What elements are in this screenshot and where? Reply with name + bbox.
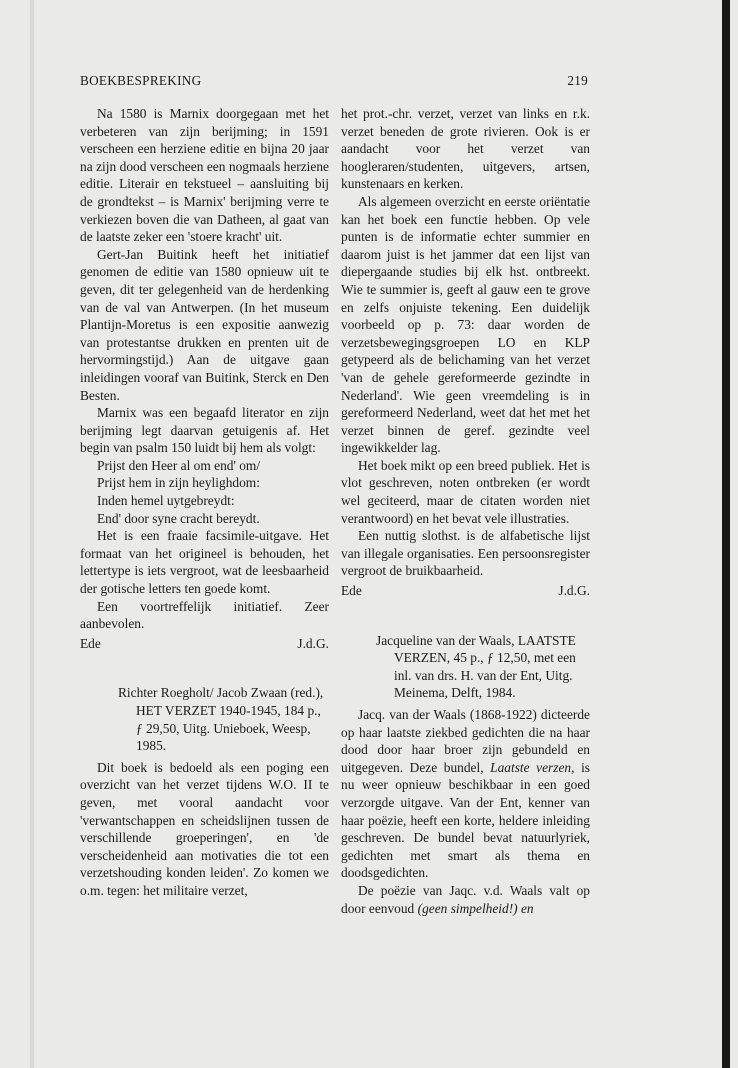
paragraph-text: Jacq. van der Waals (1868-1922) dicteerde op haar laatste ziekbed gedichten die na haar dood door haar broer zijn gebundeld en uitgegeven. Deze bundel, xyxy=(341,707,590,775)
poem-line: Inden hemel uytgebreydt: xyxy=(97,493,235,509)
paragraph: Het is een fraaie facsimile-uitgave. Het formaat van het origineel is behouden, het lettertype is iets vergroot, wat de leesbaarheid der gotische letters ten goede komt. xyxy=(80,528,329,597)
poem-line: Prijst hem in zijn heylighdom: xyxy=(97,475,260,491)
paragraph: Na 1580 is Marnix doorgegaan met het verbeteren van zijn berijming; in 1591 verscheen een herziene editie en bijna 20 jaar na zijn dood verscheen een nogmaals herziene editie. Literair en tekstueel – aansluiting bij de grondtekst – is Marnix' berijming verre te verkiezen boven die van Datheen, al gaat van de laatste zeker een 'stoere kracht' uit. xyxy=(80,106,329,245)
page-number: 219 xyxy=(567,73,588,88)
section-title: BOEKBESPREKING xyxy=(80,73,202,88)
paragraph: Gert-Jan Buitink heeft het initiatief genomen de editie van 1580 opnieuw uit te geven, dit ter gelegenheid van de herdenking van de val van Antwerpen. (In het museum Plantijn-Moretus is een expositie aanwezig van protestantse drukken en prenten uit de hervormingstijd.) Aan de uitgave gaan inleidingen vooraf van Buitink, Sterck en Den Besten. xyxy=(80,246,329,403)
poem-line: End' door syne cracht bereydt. xyxy=(97,510,260,526)
poem-quote xyxy=(97,457,329,527)
signature-place: Ede xyxy=(341,583,362,599)
paragraph xyxy=(341,882,590,917)
paragraph: Een nuttig slothst. is de alfabetische lijst van illegale organisaties. Een persoonsregister vergroot de bruikbaarheid. xyxy=(341,528,590,579)
paragraph: Als algemeen overzicht en eerste oriëntatie kan het boek een functie hebben. Op vele punten is de informatie echter summier en daarom juist is het jammer dat een lijst van diepergaande studies bij elk hst. ontbreekt. Wie te summier is, geeft al gauw een te grove en zelfs onjuiste tekening. Een duidelijk voorbeeld op p. 73: daar worden de verzetsbewegingsgroepen LO en KLP getypeerd als de belichaming van het verzet 'van de gehele gereformeerde gezindte in Nederland'. Wie geen vreemdeling is in gereformeerd Nederland, weet dat het met het verzet binnen de geref. gezindte veel ingewikkelder lag. xyxy=(341,193,590,456)
signature-place: Ede xyxy=(80,635,101,651)
book-title: Laatste verzen, xyxy=(490,759,575,775)
running-header xyxy=(80,73,588,89)
book-reference: Jacqueline van der Waals, LAATSTE VERZEN, 45 p., ƒ 12,50, met een inl. van drs. H. van der Ent, Uitg. Meinema, Delft, 1984. xyxy=(376,632,576,701)
paragraph: Marnix was een begaafd literator en zijn berijming legt daarvan getuigenis af. Het begin van psalm 150 luidt bij hem als volgt: xyxy=(80,405,329,456)
paragraph-text: De poëzie van Jaqc. v.d. Waals valt op door eenvoud xyxy=(341,882,590,916)
paragraph: Het boek mikt op een breed publiek. Het is vlot geschreven, noten ontbreken (er wordt wel geciteerd, maar de citaten worden niet verantwoord) en het bevat vele illustraties. xyxy=(341,457,590,526)
book-reference: Richter Roegholt/ Jacob Zwaan (red.), HET VERZET 1940-1945, 184 p., ƒ 29,50, Uitg. Unieboek, Weesp, 1985. xyxy=(118,685,324,754)
signature-initials: J.d.G. xyxy=(297,635,329,651)
right-column xyxy=(341,105,590,917)
poem-line: Prijst den Heer al om end' om/ xyxy=(97,457,261,473)
signature-initials: J.d.G. xyxy=(558,583,590,599)
emphasis: (geen simpelheid!) en xyxy=(417,900,534,916)
paragraph: Dit boek is bedoeld als een poging een overzicht van het verzet tijdens W.O. II te geven, met vooral aandacht voor 'verwantschappen en scheidslijnen tussen de verschillende groeperingen', en 'de verscheidenheid aan motivaties die tot een verzetshouding konden leiden'. Zo komen we o.m. tegen: het militaire verzet, xyxy=(80,759,329,898)
left-column xyxy=(80,105,329,900)
paragraph: Een voortreffelijk initiatief. Zeer aanbevolen. xyxy=(80,598,329,632)
page-right-edge xyxy=(722,0,730,1068)
paragraph: het prot.-chr. verzet, verzet van links en r.k. verzet beneden de grote rivieren. Ook is er aandacht voor het verzet van hoogleraren/studenten, uitgevers, artsen, kunstenaars en kerken. xyxy=(341,106,590,192)
review-signature xyxy=(341,582,590,600)
review-signature xyxy=(80,635,329,653)
page-left-shadow xyxy=(30,0,34,1068)
paragraph xyxy=(341,706,590,882)
paragraph-text: is nu weer opnieuw beschikbaar in een goed verzorgde uitgave. Van der Ent, kenner van haar poëzie, heeft een korte, heldere inleiding geschreven. De bundel bevat natuurlyriek, gedichten met smart als thema en doodsgedichten. xyxy=(341,759,590,881)
